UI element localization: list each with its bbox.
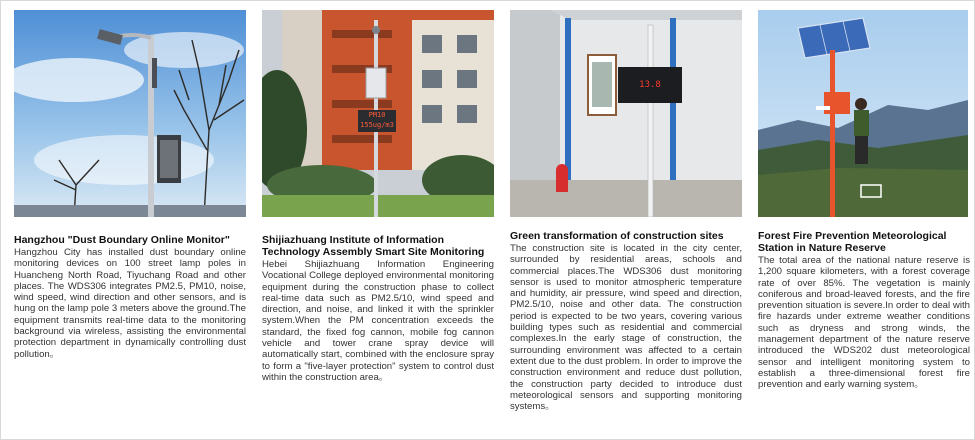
case-description: Hebei Shijiazhuang Information Engineering Vocational College deployed environmental monitoring equipment during the construction phase to collect real-time data such as PM2.5/10, wind speed and direction, and noise, and linked it with the sprinkler system.When the PM concentration exceeds the standard, the fixed fog cannon, mobile fog cannon vehicle and tower crane spray device will automatically start, combined with the enclosure spray to form a "five-layer protection" system to control dust within the construction area。 xyxy=(262,259,494,383)
case-title: Forest Fire Prevention Meteorological Station in Nature Reserve xyxy=(758,230,947,254)
campus-monitoring-station-photo xyxy=(262,10,494,217)
forest-weather-station-photo xyxy=(758,10,968,217)
case-title: Shijiazhuang Institute of Information Technology Assembly Smart Site Monitoring xyxy=(262,234,485,258)
case-card-hangzhou xyxy=(14,10,246,360)
led-line-1: PM10 xyxy=(368,111,386,119)
led-value: 13.8 xyxy=(639,80,661,90)
case-description: The construction site is located in the city center, surrounded by residential areas, schools and commercial places.The WDS306 dust monitoring sensor is used to monitor atmospheric temperature and humidity, air pressure, wind speed and direction, PM2.5/10, noise and other data. The construction period is expected to be two years, covering various building types such as residential and commercial complexes.In the early stage of construction, the surrounding environment was affected to a certain extent due to the dust problem. In order to improve the construction environment and reduce dust pollution, the construction party decided to introduce dust meteorological sensors and supporting monitoring systems。 xyxy=(510,243,742,413)
case-description: The total area of the national nature reserve is 1,200 square kilometers, with a forest coverage rate of over 85%. The vegetation is mainly coniferous and broad-leaved forests, and the fire prevention situation is severe.In order to deal with fire hazards under extreme weather conditions such as dryness and strong winds, the management department of the nature reserve introduced the WDS202 dust meteorological sensor and intelligent monitoring system to establish a three-dimensional forest fire prevention and early warning system。 xyxy=(758,255,970,391)
street-lamp-dust-monitor-photo xyxy=(14,10,246,217)
construction-site-monitor-photo xyxy=(510,10,742,217)
led-display xyxy=(358,110,396,132)
case-title: Hangzhou "Dust Boundary Online Monitor" xyxy=(14,234,230,246)
case-card-forest-fire-station xyxy=(758,10,970,391)
case-title: Green transformation of construction sites xyxy=(510,230,724,242)
led-line-2: 155ug/m3 xyxy=(360,121,394,129)
led-display xyxy=(618,67,682,103)
case-card-shijiazhuang xyxy=(262,10,494,383)
case-description: Hangzhou City has installed dust boundary online monitoring devices on 100 street lamp poles in Huancheng North Road, Tiyuchang Road and other places. The WDS306 integrates PM2.5, PM10, noise, wind speed, wind direction and other sensors, and is hung on the lamp pole 3 meters above the ground.The equipment transmits real-time data to the monitoring background via wireless, assisting the environmental protection department in dynamically controlling dust pollution。 xyxy=(14,247,246,360)
case-card-construction-site xyxy=(510,10,742,412)
